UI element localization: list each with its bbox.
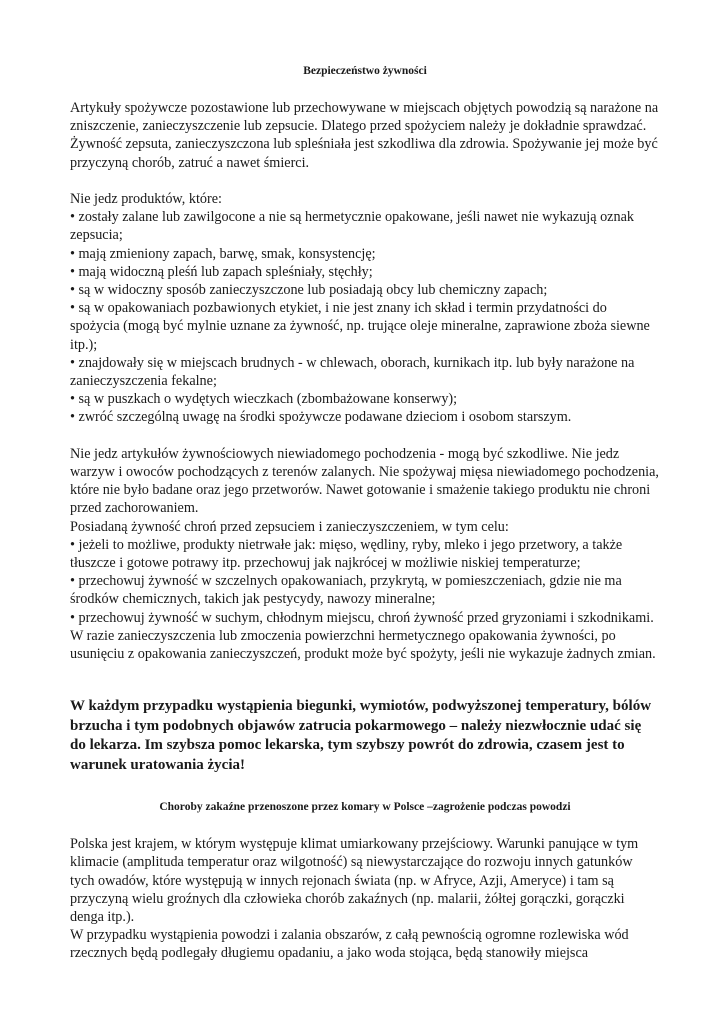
storage-section <box>70 445 660 663</box>
list-item: • przechowuj żywność w suchym, chłodnym miejscu, chroń żywność przed gryzoniami i szkodnikami. <box>70 609 660 627</box>
intro-section <box>70 99 660 172</box>
list-item: • zostały zalane lub zawilgocone a nie są hermetycznie opakowane, jeśli nawet nie wykazują oznak zepsucia; <box>70 208 660 244</box>
products-list <box>70 208 660 426</box>
list-item: • są w opakowaniach pozbawionych etykiet, i nie jest znany ich skład i termin przydatności do spożycia (mogą być mylnie uznane za żywność, np. trujące oleje mineralne, zaprawione zboża siewne itp.); <box>70 299 660 354</box>
section-subtitle: Choroby zakaźne przenoszone przez komary w Polsce –zagrożenie podczas powodzi <box>159 801 571 814</box>
page-title: Bezpieczeństwo żywności <box>303 65 427 77</box>
unknown-origin-paragraph: Nie jedz artykułów żywnościowych niewiadomego pochodzenia - mogą być szkodliwe. Nie jedz warzyw i owoców pochodzących z terenów zalanych. Nie spożywaj mięsa niewiadomego pochodzenia, które nie było badane oraz jego przetworów. Nawet gotowanie i smażenie takiego produktu nie chroni przed zachorowaniem. <box>70 445 659 517</box>
list-item: • mają zmieniony zapach, barwę, smak, konsystencję; <box>70 245 660 263</box>
list-item: • są w widoczny sposób zanieczyszczone lub posiadają obcy lub chemiczny zapach; <box>70 281 660 299</box>
list-item: • znajdowały się w miejscach brudnych - w chlewach, oborach, kurnikach itp. lub były narażone na zanieczyszczenia fekalne; <box>70 354 660 390</box>
list-item: • są w puszkach o wydętych wieczkach (zbombażowane konserwy); <box>70 390 660 408</box>
flood-paragraph: W przypadku wystąpienia powodzi i zalania obszarów, z całą pewnością ogromne rozlewiska wód rzecznych będą podlegały długiemu opadaniu, a jako woda stojąca, będą stanowiły miejsca <box>70 927 629 962</box>
products-section <box>70 190 660 427</box>
list-item: • przechowuj żywność w szczelnych opakowaniach, przykrytą, w pomieszczeniach, gdzie nie ma środków chemicznych, takich jak pestycydy, nawozy mineralne; <box>70 572 660 608</box>
warning-paragraph: W każdym przypadku wystąpienia biegunki, wymiotów, podwyższonej temperatury, bólów brzucha i tym podobnych objawów zatrucia pokarmowego – należy niezwłocznie udać się do lekarza. Im szybsza pomoc lekarska, tym szybszy powrót do zdrowia, czasem jest to warunek uratowania życia! <box>70 698 652 773</box>
list-item: • jeżeli to możliwe, produkty nietrwałe jak: mięso, wędliny, ryby, mleko i jego przetwory, a także tłuszcze i gotowe potrawy itp. przechowuj jak najkrócej w możliwie niskiej temperaturze; <box>70 536 660 572</box>
climate-paragraph: Polska jest krajem, w którym występuje klimat umiarkowany przejściowy. Warunki panujące w tym klimacie (amplituda temperatur oraz wilgotność) są niewystarczające do rozwoju innych gatunków tych owadów, które występują w innych rejonach świata (np. w Afryce, Azji, Ameryce) i tam są przyczyną wielu groźnych dla człowieka chorób zakaźnych (np. malarii, żółtej gorączki, gorączki denga itp.). <box>70 836 639 926</box>
list-item: • mają widoczną pleśń lub zapach spleśniały, stęchły; <box>70 263 660 281</box>
list-item: • zwróć szczególną uwagę na środki spożywcze podawane dzieciom i osobom starszym. <box>70 408 660 426</box>
products-heading: Nie jedz produktów, które: <box>70 191 222 207</box>
protect-heading: Posiadaną żywność chroń przed zepsuciem i zanieczyszczeniem, w tym celu: <box>70 518 509 535</box>
protect-list <box>70 536 660 627</box>
intro-paragraph: Artykuły spożywcze pozostawione lub przechowywane w miejscach objętych powodzią są narażone na zniszczenie, zanieczyszczenie lub zepsucie. Dlatego przed spożyciem należy je dokładnie sprawdzać. <box>70 100 659 135</box>
intro-paragraph: Żywność zepsuta, zanieczyszczona lub spleśniała jest szkodliwa dla zdrowia. Spożywanie jej może być przyczyną chorób, zatruć a nawet śmierci. <box>70 136 658 171</box>
mosquito-section <box>70 835 660 962</box>
document-content <box>70 63 660 963</box>
contamination-paragraph: W razie zanieczyszczenia lub zmoczenia powierzchni hermetycznego opakowania żywności, po usunięciu z opakowania zanieczyszczeń, produkt może być spożyty, jeśli nie wykazuje żadnych zmian. <box>70 627 656 663</box>
